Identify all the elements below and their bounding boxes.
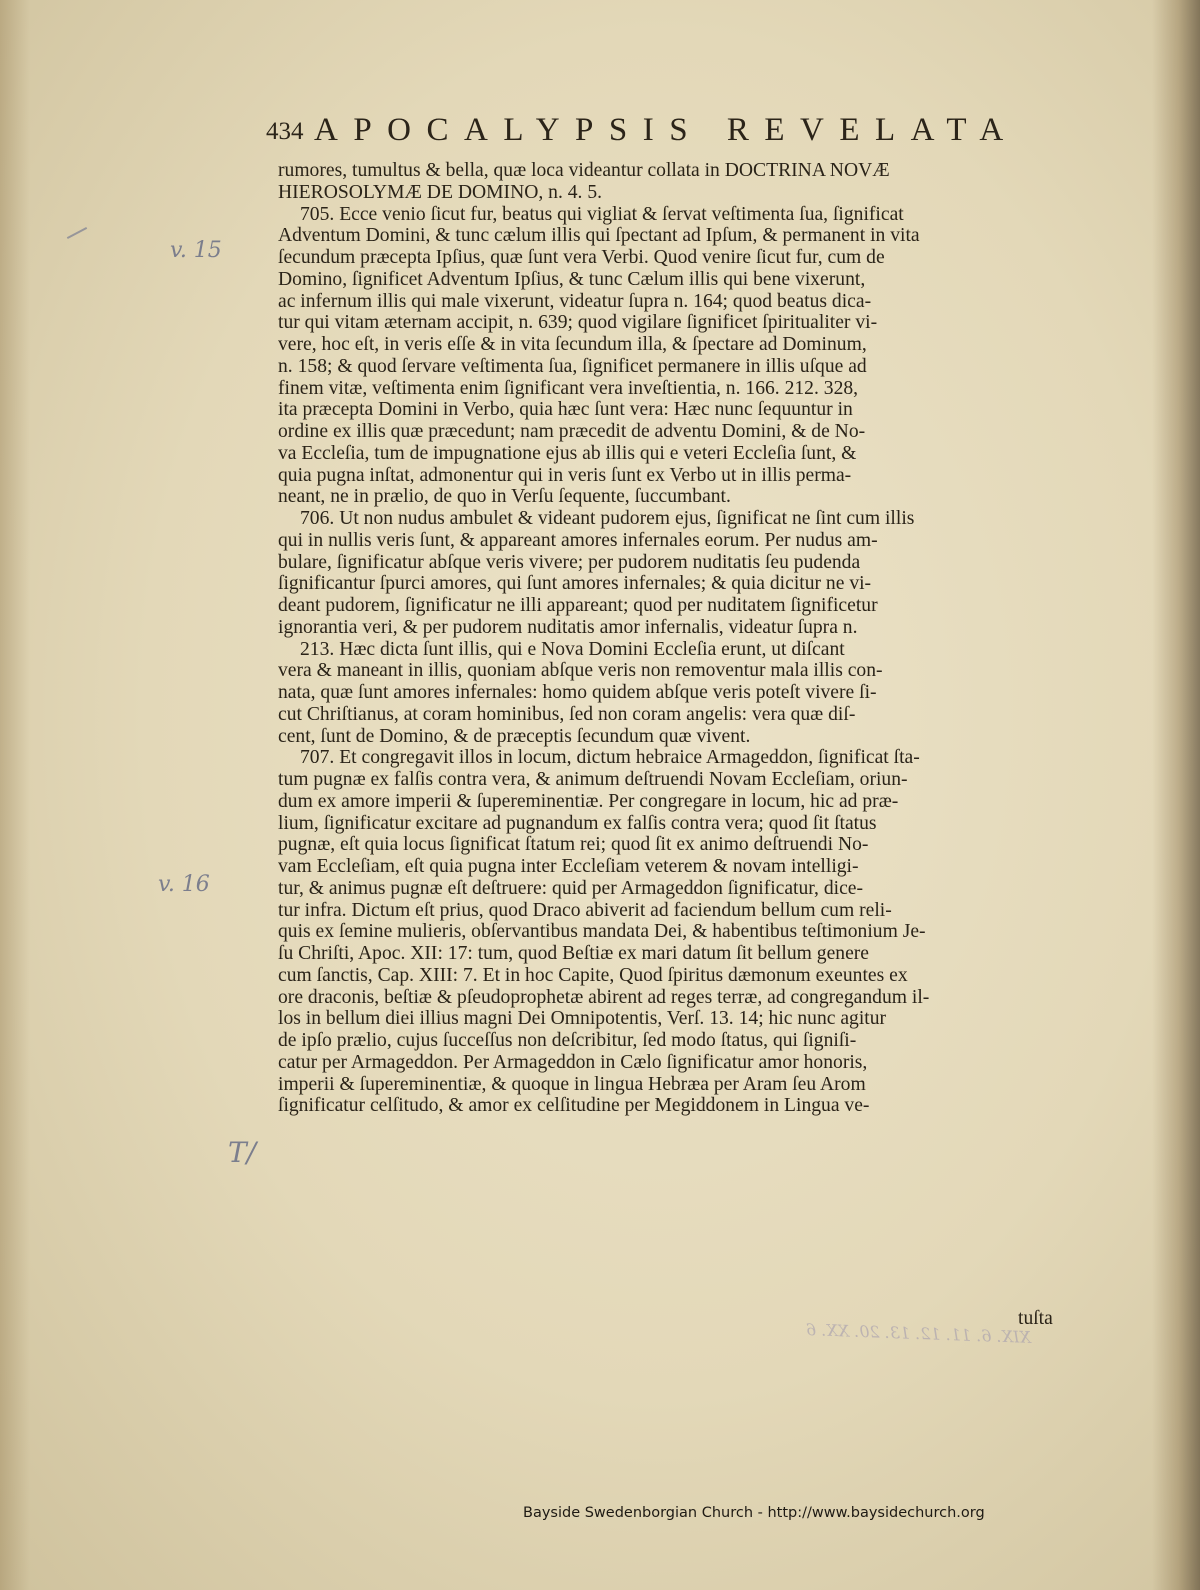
- text-line: tur infra. Dictum eſt prius, quod Draco abiverit ad faciendum bellum cum reli-: [278, 899, 892, 921]
- text-line: ſu Chriſti, Apoc. XII: 17: tum, quod Beſtiæ ex mari datum ſit bellum genere: [278, 943, 869, 964]
- text-line: ac infernum illis qui male vixerunt, videatur ſupra n. 164; quod beatus dica-: [278, 290, 872, 312]
- book-gutter-shadow: [1152, 0, 1200, 1590]
- text-line: 213. Hæc dicta ſunt illis, qui e Nova Domini Eccleſia erunt, ut diſcant: [300, 638, 845, 660]
- text-line: Domino, ſignificet Adventum Ipſius, & tunc Cælum illis qui bene vixerunt,: [278, 268, 866, 290]
- text-line: bulare, ſignificatur abſque veris vivere; per pudorem nuditatis ſeu pudenda: [278, 551, 861, 573]
- text-line: HIEROSOLYMÆ DE DOMINO, n. 4. 5.: [278, 181, 603, 203]
- text-line: ore draconis, beſtiæ & pſeudoprophetæ abirent ad reges terræ, ad congregandum il-: [278, 986, 930, 1008]
- text-line: ſignificantur ſpurci amores, qui ſunt amores infernales; & quia dicitur ne vi-: [278, 573, 872, 595]
- text-line: de ipſo prælio, cujus ſucceſſus non deſcribitur, ſed modo ſtatus, qui ſigniſi-: [278, 1030, 857, 1051]
- text-line: ita præcepta Domini in Verbo, quia hæc ſunt vera: Hæc nunc ſequuntur in: [278, 399, 853, 421]
- body-text: [278, 160, 1058, 1117]
- text-line: 706. Ut non nudus ambulet & videant pudorem ejus, ſignificat ne ſint cum illis: [300, 508, 915, 529]
- text-line: tur, & animus pugnæ eſt deſtruere: quid per Armageddon ſignificatur, dice-: [278, 877, 863, 899]
- text-line: lium, ſignificatur excitare ad pugnandum ex falſis contra vera; quod ſit ſtatus: [278, 812, 877, 834]
- page-number: 434: [266, 118, 304, 145]
- text-line: cum ſanctis, Cap. XIII: 7. Et in hoc Capite, Quod ſpiritus dæmonum exeuntes ex: [278, 964, 908, 986]
- footer-credit: Bayside Swedenborgian Church - http://www.baysidechurch.org: [523, 1505, 985, 1521]
- margin-note-t: T/: [228, 1136, 257, 1169]
- text-line: vera & maneant in illis, quoniam abſque veris non removentur mala illis con-: [278, 660, 883, 682]
- text-line: ordine ex illis quæ præcedunt; nam præcedit de adventu Domini, & de No-: [278, 421, 866, 442]
- text-line: quia pugna inſtat, admonentur qui in veris ſunt ex Verbo ut in illis perma-: [278, 464, 852, 486]
- text-line: cent, ſunt de Domino, & de præceptis ſecundum quæ vivent.: [278, 725, 751, 747]
- text-line: tum pugnæ ex falſis contra vera, & animum deſtruendi Novam Eccleſiam, oriun-: [278, 769, 908, 790]
- text-line: ſecundum præcepta Ipſius, quæ ſunt vera Verbi. Quod venire ſicut fur, cum de: [278, 247, 885, 268]
- text-line: qui in nullis veris ſunt, & appareant amores infernales eorum. Per nudus am-: [278, 529, 878, 551]
- text-line: 705. Ecce venio ſicut fur, beatus qui vigliat & ſervat veſtimenta ſua, ſignificat: [300, 203, 904, 225]
- page-left-edge-shadow: [0, 0, 30, 1590]
- text-line: finem vitæ, veſtimenta enim ſignificant vera inveſtientia, n. 166. 212. 328,: [278, 377, 859, 399]
- text-line: va Eccleſia, tum de impugnatione ejus ab illis qui e veteri Eccleſia ſunt, &: [278, 442, 857, 464]
- text-line: ignorantia veri, & per pudorem nuditatis amor infernalis, videatur ſupra n.: [278, 616, 858, 638]
- bleed-through-text: XIX. 6. 11. 12. 13. 20. XX. 6: [805, 1320, 1032, 1347]
- text-line: catur per Armageddon. Per Armageddon in Cælo ſignificatur amor honoris,: [278, 1051, 868, 1073]
- text-line: cut Chriſtianus, at coram hominibus, ſed non coram angelis: vera quæ diſ-: [278, 703, 856, 725]
- text-line: los in bellum diei illius magni Dei Omnipotentis, Verſ. 13. 14; hic nunc agitur: [278, 1008, 887, 1030]
- text-line: vam Eccleſiam, eſt quia pugna inter Eccleſiam veterem & novam intelligi-: [278, 856, 859, 877]
- text-line: ſignificatur celſitudo, & amor ex celſitudine per Megiddonem in Lingua ve-: [278, 1095, 870, 1117]
- text-line: Adventum Domini, & tunc cælum illis qui ſpectant ad Ipſum, & permanent in vita: [278, 225, 920, 247]
- text-line: pugnæ, eſt quia locus ſignificat ſtatum rei; quod ſit ex animo deſtruendi No-: [278, 834, 869, 856]
- margin-note-v15: v. 15: [170, 238, 222, 263]
- margin-note-v16: v. 16: [158, 872, 210, 897]
- text-line: 707. Et congregavit illos in locum, dictum hebraice Armageddon, ſignificat ſta-: [300, 747, 920, 769]
- text-line: deant pudorem, ſignificatur ne illi appareant; quod per nuditatem ſignificetur: [278, 595, 878, 616]
- text-line: nata, quæ ſunt amores infernales: homo quidem abſque veris poteſt vivere ſi-: [278, 682, 877, 703]
- text-line: rumores, tumultus & bella, quæ loca videantur collata in DOCTRINA NOVÆ: [278, 160, 890, 181]
- text-line: quis ex ſemine mulieris, obſervantibus mandata Dei, & habentibus teſtimonium Je-: [278, 921, 926, 943]
- text-line: dum ex amore imperii & ſupereminentiæ. Per congregare in locum, hic ad præ-: [278, 790, 899, 812]
- running-title: APOCALYPSIS REVELATA: [314, 112, 1019, 148]
- text-line: neant, ne in prælio, de quo in Verſu ſequente, ſuccumbant.: [278, 486, 731, 508]
- text-line: imperii & ſupereminentiæ, & quoque in lingua Hebræa per Aram ſeu Arom: [278, 1073, 866, 1095]
- catchword: tuſta: [1018, 1308, 1053, 1329]
- text-line: n. 158; & quod ſervare veſtimenta ſua, ſignificet permanere in illis uſque ad: [278, 355, 867, 377]
- text-line: vere, hoc eſt, in veris eſſe & in vita ſecundum illa, & ſpectare ad Dominum,: [278, 334, 867, 355]
- text-line: tur qui vitam æternam accipit, n. 639; quod vigilare ſignificet ſpiritualiter vi-: [278, 312, 878, 334]
